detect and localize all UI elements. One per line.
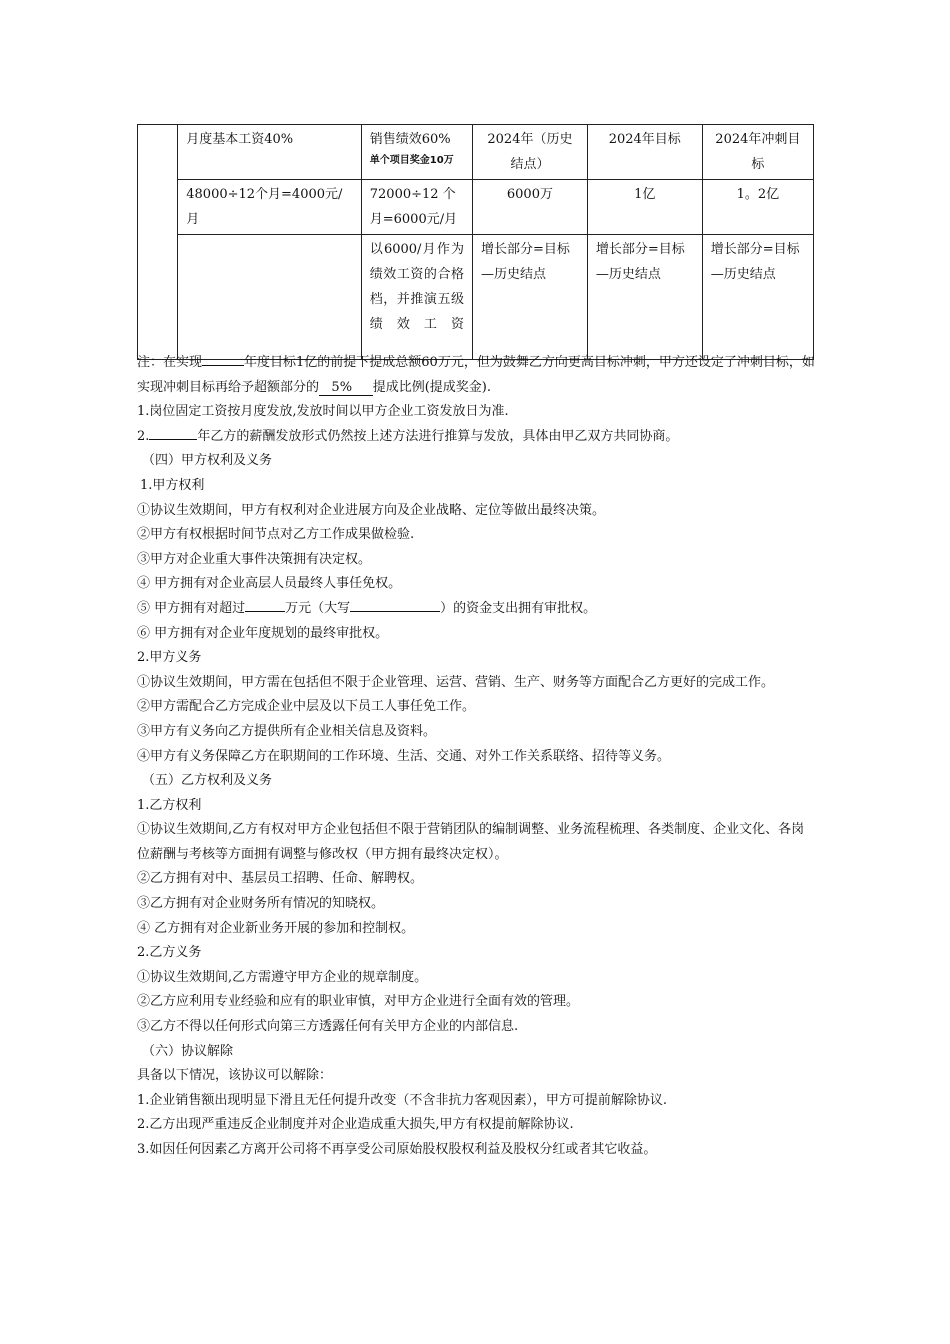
paragraph: 1.企业销售额出现明显下滑且无任何提升改变（不含非抗力客观因素），甲方可提前解除协议.: [137, 1092, 668, 1108]
paragraph: ②甲方需配合乙方完成企业中层及以下员工人事任免工作。: [137, 699, 476, 715]
table-cell: [587, 125, 702, 180]
table-cell: [361, 180, 472, 235]
subsection-heading: 1.甲方权利: [140, 477, 205, 493]
cell-text: 增长部分=目标—历史结点: [481, 242, 570, 282]
table-cell: [702, 180, 813, 235]
section-heading: （五）乙方权利及义务: [142, 773, 273, 789]
paragraph: ①协议生效期间，甲方有权利对企业进展方向及企业战略、定位等做出最终决策。: [137, 502, 606, 518]
section-heading: （六）协议解除: [142, 1043, 234, 1059]
paragraph: 3.如因任何因素乙方离开公司将不再享受公司原始股权股权利益及股权分红或者其它收益。: [137, 1142, 657, 1157]
cell-text: 以6000/月作为绩效工资的合格档，并推演五级绩效工资: [369, 242, 465, 332]
table-cell: [178, 125, 362, 180]
blank-amount: [245, 597, 285, 612]
paragraph: ⑤ 甲方拥有对超过 万元（大写 ）的资金支出拥有审批权。: [137, 597, 815, 622]
table-row: [138, 180, 814, 235]
table-merged-cell: [138, 125, 178, 360]
cell-text: 增长部分=目标—历史结点: [595, 242, 685, 282]
paragraph: ②甲方有权根据时间节点对乙方工作成果做检验.: [137, 527, 415, 543]
cell-text: 1。2亿: [736, 187, 780, 202]
paragraph: ②乙方应利用专业经验和应有的职业审慎，对甲方企业进行全面有效的管理。: [137, 994, 580, 1010]
table-cell: [702, 125, 813, 180]
paragraph: ③乙方拥有对企业财务所有情况的知晓权。: [137, 896, 385, 912]
cell-text: 1亿: [634, 187, 656, 202]
cell-text: 2024年目标: [608, 132, 681, 147]
table-cell: [473, 180, 588, 235]
paragraph: ③乙方不得以任何形式向第三方透露任何有关甲方企业的内部信息.: [137, 1019, 519, 1035]
table-cell: [178, 180, 362, 235]
subsection-heading: 2.甲方义务: [137, 650, 202, 666]
cell-text: 销售绩效60%: [369, 132, 451, 147]
paragraph: ④甲方有义务保障乙方在职期间的工作环境、生活、交通、对外工作关系联络、招待等义务。: [137, 748, 671, 764]
paragraph: 具备以下情况，该协议可以解除：: [137, 1068, 333, 1084]
paragraph: 1.岗位固定工资按月度发放,发放时间以甲方企业工资发放日为准.: [137, 404, 509, 420]
contract-body: [137, 351, 815, 1163]
paragraph: 2.乙方出现严重违反企业制度并对企业造成重大损失,甲方有权提前解除协议.: [137, 1117, 574, 1133]
salary-table: [137, 124, 814, 360]
blank-amount-uppercase: [350, 597, 440, 612]
note-text: 年度目标1亿的前提下提成总额60万元，但为鼓舞乙方向更高目标冲刺，甲方还设定了冲刺目标，如实现冲刺目标再给予超额部分的: [137, 355, 815, 395]
paragraph: 2. 年乙方的薪酬发放形式仍然按上述方法进行推算与发放，具体由甲乙双方共同协商。: [137, 425, 815, 450]
cell-text: 2024年（历史结点）: [487, 132, 573, 172]
table-row: [138, 235, 814, 360]
sprint-rate: 5%: [319, 380, 373, 396]
paragraph: ①协议生效期间,乙方需遵守甲方企业的规章制度。: [137, 969, 428, 985]
paragraph: ④ 甲方拥有对企业高层人员最终人事任免权。: [137, 576, 402, 592]
subsection-heading: 2.乙方义务: [137, 945, 202, 961]
table-cell: [178, 235, 362, 360]
cell-text: 2024年冲刺目标: [715, 132, 801, 172]
paragraph: ③甲方有义务向乙方提供所有企业相关信息及资料。: [137, 723, 437, 739]
note-text: 注：在实现: [137, 355, 203, 370]
paragraph: ④ 乙方拥有对企业新业务开展的参加和控制权。: [137, 920, 415, 936]
blank-year: [149, 425, 197, 440]
subsection-heading: 1.乙方权利: [137, 797, 202, 813]
table-cell: [473, 125, 588, 180]
table-row: [138, 125, 814, 180]
paragraph: ①协议生效期间,乙方有权对甲方企业包括但不限于营销团队的编制调整、业务流程梳理、各类制度、企业文化、各岗位薪酬与考核等方面拥有调整与修改权（甲方拥有最终决定权）。: [137, 822, 805, 862]
section-heading: （四）甲方权利及义务: [142, 453, 273, 469]
paragraph: ③甲方对企业重大事件决策拥有决定权。: [137, 551, 372, 567]
note-text: 提成比例(提成奖金).: [372, 379, 491, 395]
cell-text: 增长部分=目标—历史结点: [710, 242, 800, 282]
table-cell: [473, 235, 588, 360]
cell-text: 72000÷12 个月=6000元/月: [369, 187, 458, 227]
table-cell: [587, 180, 702, 235]
note-paragraph: [137, 351, 815, 400]
table-cell: [702, 235, 813, 360]
paragraph: ①协议生效期间，甲方需在包括但不限于企业管理、运营、营销、生产、财务等方面配合乙方更好的完成工作。: [137, 674, 775, 690]
cell-text: 48000÷12个月=4000元/月: [186, 187, 343, 227]
cell-text: 月度基本工资40%: [186, 132, 294, 147]
paragraph: ②乙方拥有对中、基层员工招聘、任命、解聘权。: [137, 871, 424, 887]
bonus-note: 单个项目奖金10万: [369, 155, 454, 166]
table-cell: [361, 125, 472, 180]
table-cell: [587, 235, 702, 360]
table-cell: [361, 235, 472, 360]
paragraph: ⑥ 甲方拥有对企业年度规划的最终审批权。: [137, 625, 389, 641]
cell-text: 6000万: [506, 187, 553, 202]
blank-year: [202, 351, 244, 366]
